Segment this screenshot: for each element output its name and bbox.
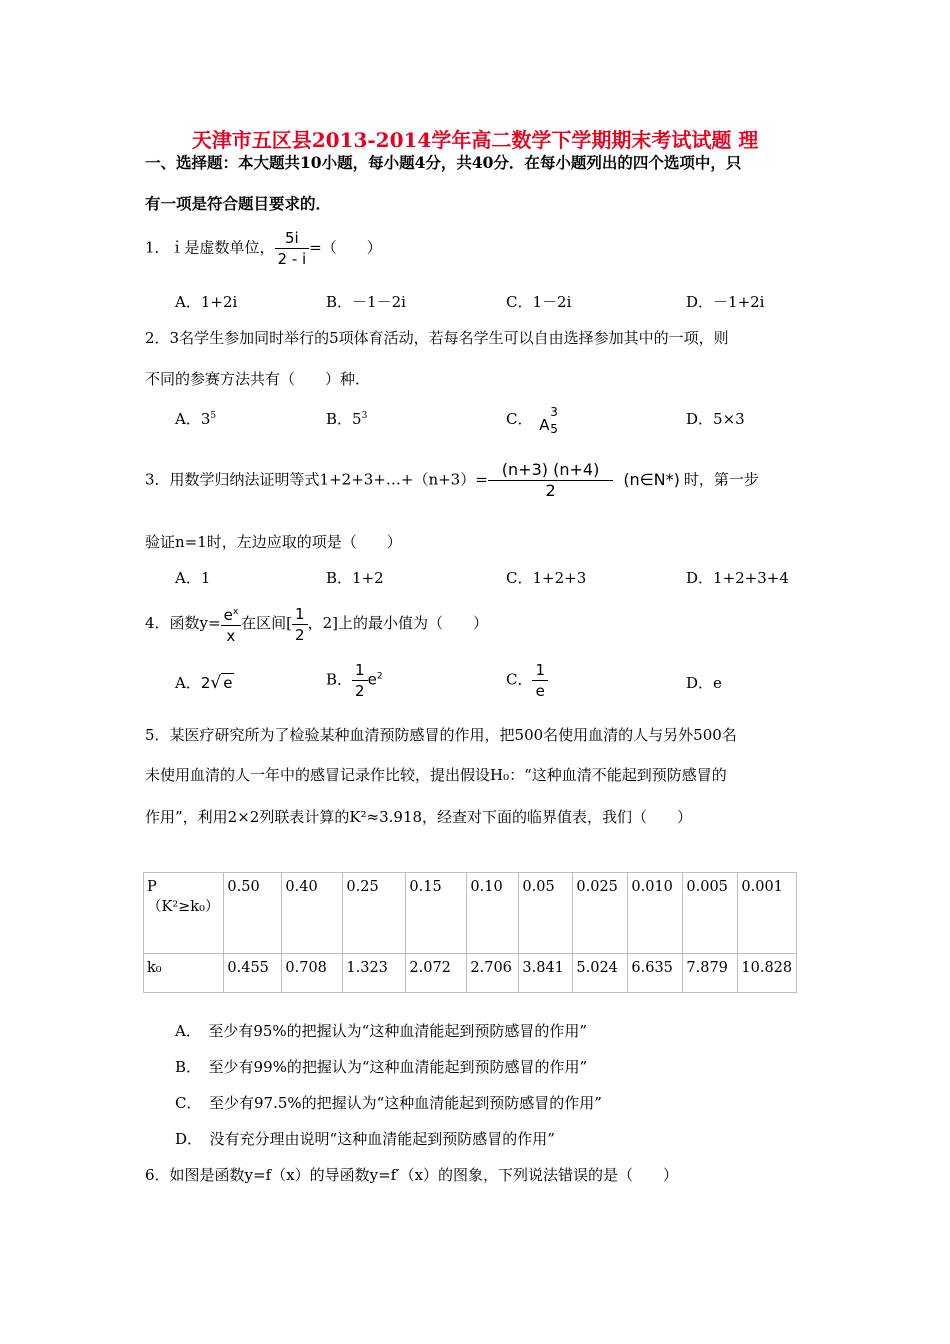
q4-option-b-exp: 2 — [376, 671, 383, 682]
q6-line1: 6．如图是函数y=f（x）的导函数y=f′（x）的图象，下列说法错误的是（ ） — [145, 1166, 679, 1184]
q3-line2: 验证n=1时，左边应取的项是（ ） — [145, 533, 402, 551]
q4-interval-fraction — [292, 604, 308, 645]
table-cell: 0.25 — [343, 873, 406, 954]
q4-option-b-fraction — [352, 660, 368, 701]
q3-frac-num: (n+3) (n+4) — [488, 460, 614, 481]
q2-option-c — [506, 405, 563, 436]
q2-option-a — [175, 408, 216, 429]
q4-option-a-coef: 2 — [200, 674, 211, 692]
q5-option-d: D． 没有充分理由说明“这种血清能起到预防感冒的作用” — [175, 1130, 555, 1148]
section-heading-line1: 一、选择题：本大题共10小题，每小题4分，共40分．在每小题列出的四个选项中，只 — [145, 153, 742, 172]
q4-function-fraction — [221, 602, 242, 646]
table-cell: 0.005 — [683, 873, 738, 954]
table-cell: 0.025 — [573, 873, 628, 954]
table-cell: 3.841 — [519, 954, 573, 993]
radical-icon: √ — [210, 673, 222, 693]
q4-option-a — [175, 672, 234, 693]
q1-option-d: D．－1+2i — [686, 293, 765, 311]
q4-func-num-base: e — [223, 606, 233, 624]
table-cell: 1.323 — [343, 954, 406, 993]
table-cell: 0.10 — [467, 873, 519, 954]
question-4 — [145, 602, 488, 646]
q3-frac-den: 2 — [545, 481, 556, 500]
table-cell: 0.50 — [224, 873, 282, 954]
q4-option-b-num: 1 — [352, 660, 368, 681]
table-cell: 0.15 — [406, 873, 467, 954]
q3-suffix: 时，第一步 — [683, 470, 759, 489]
q3-option-b: B．1+2 — [326, 569, 384, 587]
table-cell: 0.40 — [282, 873, 343, 954]
q2-line1: 2．3名学生参加同时举行的5项体育活动，若每名学生可以自由选择参加其中的一项，则 — [145, 329, 729, 347]
q4-option-a-label: A． — [175, 674, 201, 692]
q4-func-num — [221, 602, 242, 626]
q2-option-a-base: 3 — [200, 410, 211, 428]
q1-frac-num: 5i — [275, 228, 310, 249]
table-cell: 2.706 — [467, 954, 519, 993]
q4-option-b-den: 2 — [355, 682, 365, 700]
q2-option-c-label: C． — [506, 410, 533, 428]
q4-option-d: D．e — [686, 674, 722, 692]
table-cell: 7.879 — [683, 954, 738, 993]
q2-option-b-exp: 3 — [361, 411, 368, 421]
section-heading-line2: 有一项是符合题目要求的． — [145, 194, 332, 213]
q1-prefix: 1．ｉ是虚数单位， — [145, 238, 275, 257]
q5-line1: 5．某医疗研究所为了检验某种血清预防感冒的作用，把500名使用血清的人与另外500名 — [145, 726, 737, 744]
q4-option-a-radicand: e — [223, 674, 233, 692]
q3-option-c: C．1+2+3 — [506, 569, 587, 587]
q4-option-c-den: e — [535, 682, 545, 700]
question-3 — [145, 460, 759, 501]
q4-interval-num: 1 — [292, 604, 308, 625]
q1-fraction — [275, 228, 310, 269]
table-cell: 0.05 — [519, 873, 573, 954]
q4-option-b — [326, 660, 383, 701]
q2-line2: 不同的参赛方法共有（ ）种． — [145, 370, 371, 388]
table-row — [144, 954, 797, 993]
q5-line2: 未使用血清的人一年中的感冒记录作比较，提出假设H₀：“这种血清不能起到预防感冒的 — [145, 766, 727, 784]
q2-option-a-exp: 5 — [210, 411, 217, 421]
table-cell: 5.024 — [573, 954, 628, 993]
table-cell: 2.072 — [406, 954, 467, 993]
q4-option-c-label: C． — [506, 670, 533, 689]
table-cell: 0.708 — [282, 954, 343, 993]
q4-suffix: ，2]上的最小值为（ ） — [307, 614, 488, 632]
q3-fraction — [488, 460, 614, 501]
critical-value-table — [143, 872, 797, 993]
q4-option-b-label: B． — [326, 670, 353, 689]
q5-option-b: B． 至少有99%的把握认为“这种血清能起到预防感冒的作用” — [175, 1058, 588, 1076]
q5-option-a: A． 至少有95%的把握认为“这种血清能起到预防感冒的作用” — [175, 1022, 588, 1040]
page-title: 天津市五区县2013-2014学年高二数学下学期期末考试试题 理 — [191, 128, 759, 152]
q2-option-c-sub: 5 — [550, 422, 558, 436]
table-header-cell: P（K²≥k₀） — [144, 873, 224, 954]
q5-line3: 作用”，利用2×2列联表计算的K²≈3.918，经查对下面的临界值表，我们（ ） — [145, 808, 693, 826]
table-cell: 0.001 — [738, 873, 797, 954]
q1-suffix: =（ ） — [309, 238, 382, 257]
q4-interval-den: 2 — [295, 625, 305, 644]
q2-option-b-base: 5 — [352, 410, 362, 428]
q4-option-b-base: e — [367, 670, 377, 689]
q3-option-d: D．1+2+3+4 — [686, 569, 789, 587]
table-cell: 6.635 — [628, 954, 683, 993]
q2-option-a-label: A． — [175, 410, 201, 428]
q2-option-c-sup: 3 — [550, 405, 558, 419]
q2-option-c-base: A — [539, 416, 550, 434]
table-cell: 0.455 — [224, 954, 282, 993]
q3-prefix: 3．用数学归纳法证明等式1+2+3+…+（n+3）= — [145, 470, 488, 489]
q2-option-d: D．5×3 — [686, 410, 745, 428]
table-cell: 10.828 — [738, 954, 797, 993]
table-row — [144, 873, 797, 954]
table-header-cell: k₀ — [144, 954, 224, 993]
q4-func-num-exp: x — [232, 607, 239, 617]
q3-option-a: A．1 — [175, 569, 211, 587]
q3-condition: (n∈N*) — [623, 469, 680, 489]
q1-option-a: A．1+2i — [175, 293, 238, 311]
q4-func-den: x — [226, 627, 236, 645]
q5-option-c: C． 至少有97.5%的把握认为“这种血清能起到预防感冒的作用” — [175, 1094, 602, 1112]
q4-option-c-num: 1 — [532, 660, 548, 681]
q4-option-c-fraction — [532, 660, 548, 701]
q4-prefix: 4．函数y= — [145, 614, 221, 632]
table-cell: 0.010 — [628, 873, 683, 954]
q1-option-b: B．－1－2i — [326, 293, 406, 311]
q4-option-c — [506, 660, 548, 701]
q2-option-b-label: B． — [326, 410, 353, 428]
q1-frac-den: 2 - i — [277, 250, 307, 268]
question-1 — [145, 228, 382, 269]
q4-mid: 在区间[ — [241, 614, 293, 632]
q1-option-c: C．1－2i — [506, 293, 572, 311]
q2-option-c-arrangement — [537, 405, 563, 436]
q2-option-b — [326, 408, 367, 429]
